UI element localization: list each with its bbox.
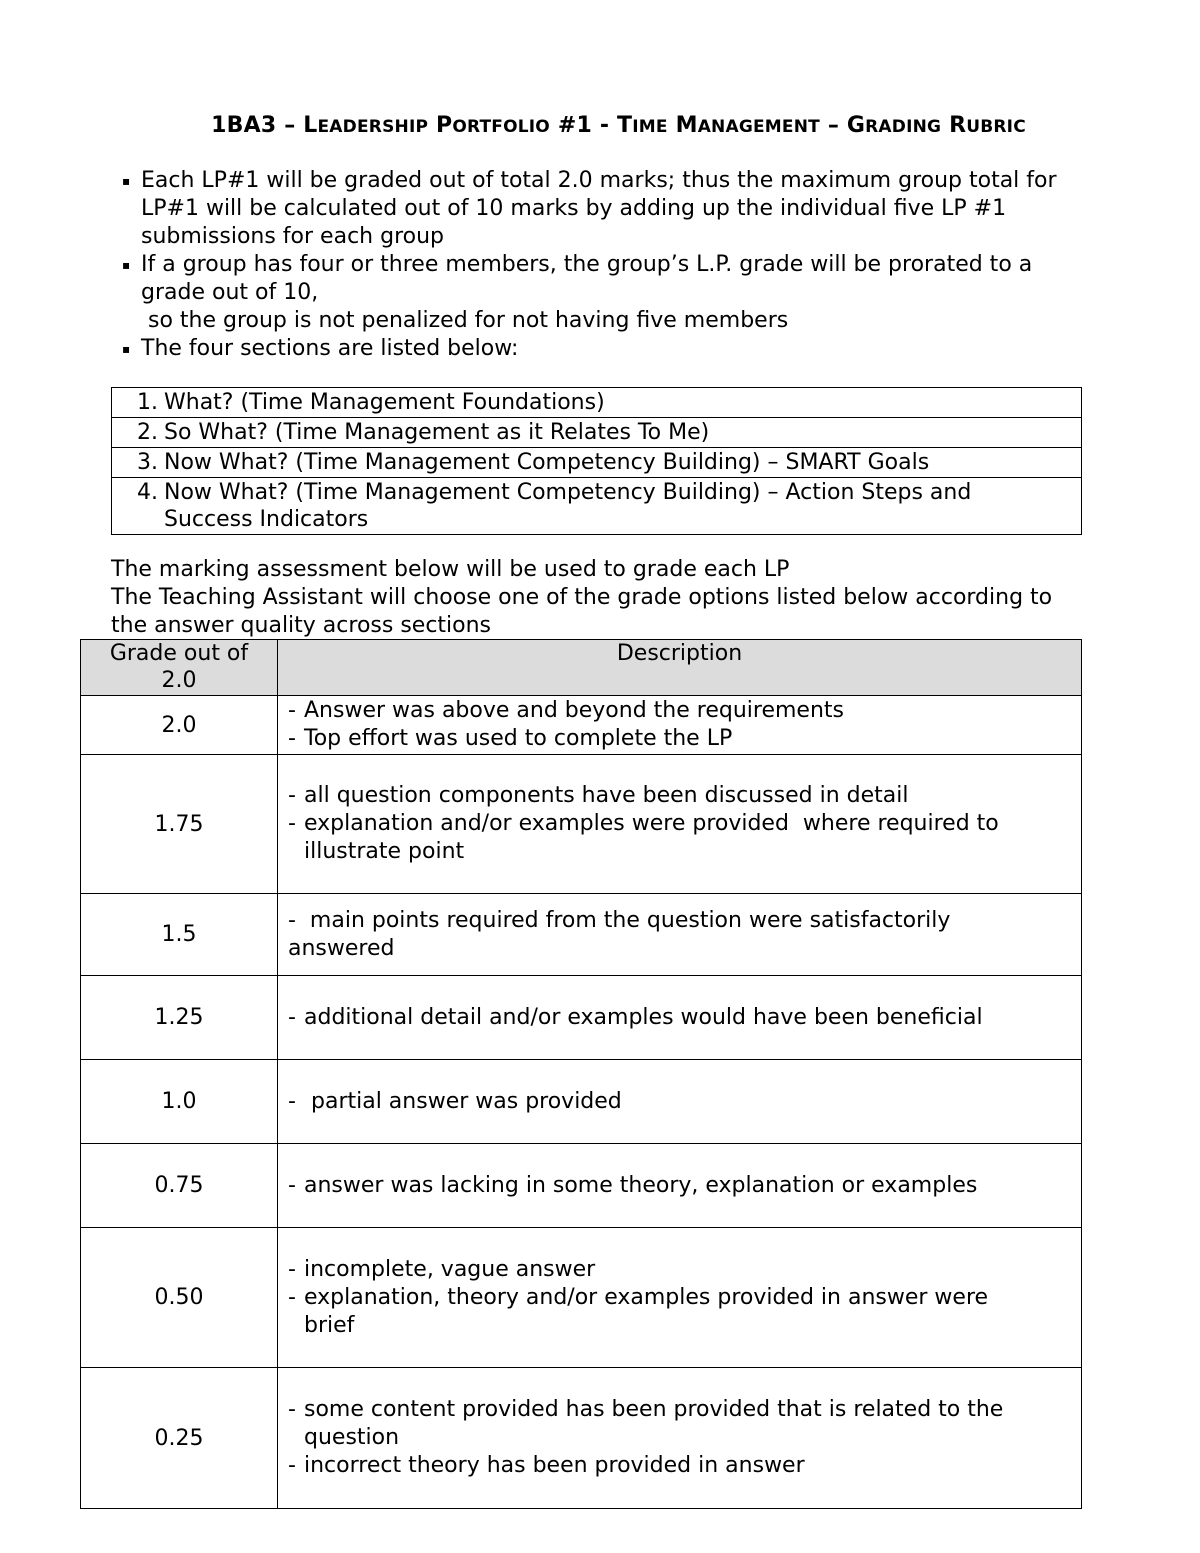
document-title: 1BA3 – LEADERSHIP PORTFOLIO #1 - TIME MANAGEMENT – GRADING RUBRIC xyxy=(211,113,1026,138)
section-row: 3. Now What? (Time Management Competency Building) – SMART Goals xyxy=(112,448,1082,478)
bullet-list xyxy=(122,167,1142,363)
grading-rubric-table xyxy=(80,639,1082,1509)
bullet-square-icon: ▪ xyxy=(122,342,131,356)
grade-column-header: Grade out of 2.0 xyxy=(81,640,278,696)
grade-value: 0.75 xyxy=(81,1144,278,1228)
rubric-header-row xyxy=(81,640,1082,696)
rubric-row xyxy=(81,1228,1082,1368)
bullet-square-icon: ▪ xyxy=(122,174,131,188)
rubric-row xyxy=(81,1144,1082,1228)
grade-value: 1.5 xyxy=(81,894,278,976)
bullet-item: ▪ Each LP#1 will be graded out of total 2.0 marks; thus the maximum group total for LP#1 will be calculated out of 10 marks by adding up the individual five LP #1 submissions for each group xyxy=(122,168,1057,249)
rubric-row xyxy=(81,696,1082,755)
bullet-square-icon: ▪ xyxy=(122,258,131,272)
section-row: 1. What? (Time Management Foundations) xyxy=(112,388,1082,418)
rubric-row xyxy=(81,1368,1082,1509)
section-row: 2. So What? (Time Management as it Relates To Me) xyxy=(112,418,1082,448)
description-column-header: Description xyxy=(278,640,1082,696)
grade-description: - Answer was above and beyond the requirements - Top effort was used to complete the LP xyxy=(278,696,1082,755)
grade-description: - answer was lacking in some theory, explanation or examples xyxy=(278,1144,1082,1228)
grade-description: - partial answer was provided xyxy=(278,1060,1082,1144)
grade-description: - main points required from the question were satisfactorily answered xyxy=(278,894,1082,976)
assessment-intro: The marking assessment below will be used to grade each LP The Teaching Assistant will choose one of the grade options listed below according to the answer quality across sections xyxy=(111,557,1053,638)
grade-value: 2.0 xyxy=(81,696,278,755)
grade-value: 1.0 xyxy=(81,1060,278,1144)
grade-value: 0.50 xyxy=(81,1228,278,1368)
rubric-row xyxy=(81,1060,1082,1144)
section-row: 4. Now What? (Time Management Competency Building) – Action Steps and Success Indicators xyxy=(112,478,1082,535)
grade-value: 1.75 xyxy=(81,755,278,894)
rubric-row xyxy=(81,976,1082,1060)
sections-table xyxy=(111,387,1082,535)
bullet-item: ▪ If a group has four or three members, the group’s L.P. grade will be prorated to a grade out of 10, so the group is not penalized for not having five members xyxy=(122,252,1033,333)
grade-description: - all question components have been discussed in detail - explanation and/or examples were provided where required to illustrate point xyxy=(278,755,1082,894)
grade-description: - additional detail and/or examples would have been beneficial xyxy=(278,976,1082,1060)
bullet-item: ▪ The four sections are listed below: xyxy=(122,336,519,361)
grade-description: - some content provided has been provided that is related to the question - incorrect theory has been provided in answer xyxy=(278,1368,1082,1509)
rubric-row xyxy=(81,755,1082,894)
grade-value: 1.25 xyxy=(81,976,278,1060)
grade-value: 0.25 xyxy=(81,1368,278,1509)
rubric-row xyxy=(81,894,1082,976)
grade-description: - incomplete, vague answer - explanation, theory and/or examples provided in answer were brief xyxy=(278,1228,1082,1368)
